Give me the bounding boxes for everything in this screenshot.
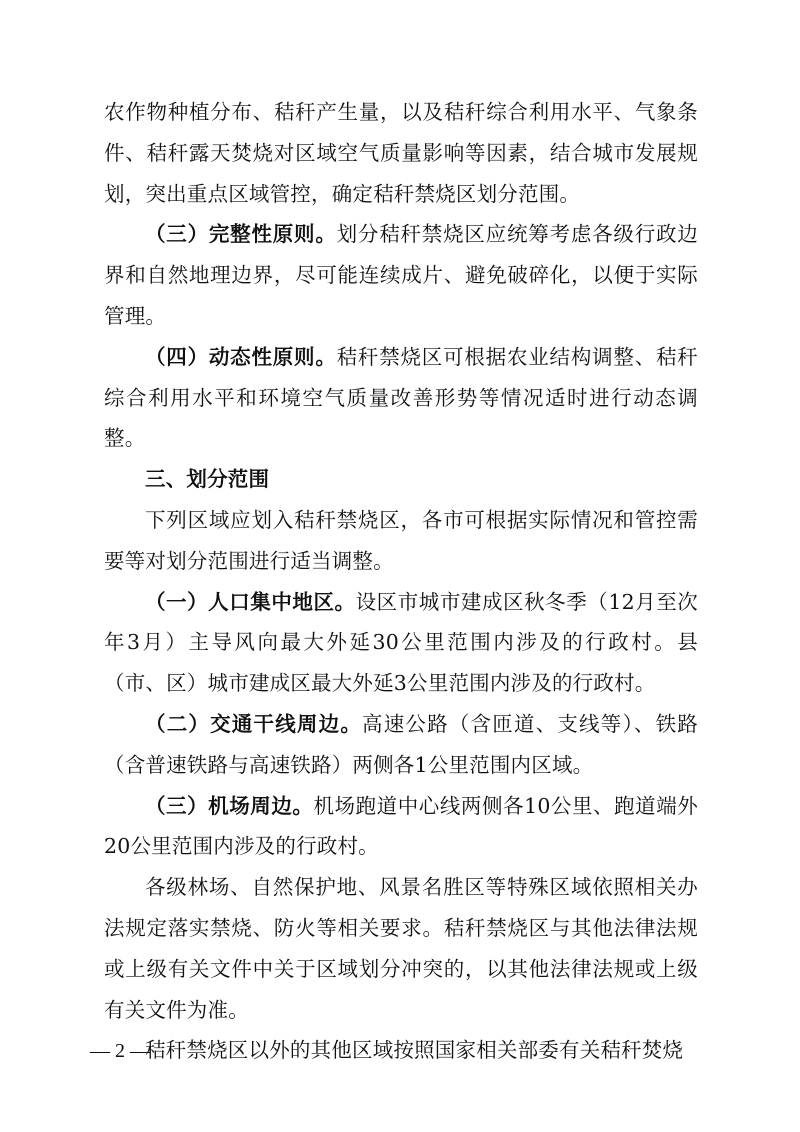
- principle-paragraph: [104, 786, 698, 868]
- item-lead: （三）完整性原则。: [145, 222, 337, 247]
- page-number: — 2 —: [90, 1040, 150, 1062]
- item-text: 秸秆禁烧区可根据农业结构调整、秸秆综合利用水平和环境空气质量改善形势等情况适时进行动态调整。: [104, 344, 698, 451]
- document-body: [104, 92, 698, 1071]
- item-lead: （一）人口集中地区。: [145, 589, 356, 614]
- principle-paragraph: [104, 337, 698, 459]
- item-text: 机场跑道中心线两侧各10公里、跑道端外20公里范围内涉及的行政村。: [104, 793, 698, 859]
- body-paragraph: 农作物种植分布、秸秆产生量，以及秸秆综合利用水平、气象条件、秸秆露天焚烧对区域空气质量影响等因素，结合城市发展规划，突出重点区域管控，确定秸秆禁烧区划分范围。: [104, 100, 698, 206]
- item-lead: （三）机场周边。: [145, 793, 314, 818]
- item-lead: （二）交通干线周边。: [145, 711, 363, 736]
- body-paragraph: 下列区域应划入秸秆禁烧区，各市可根据实际情况和管控需要等对划分范围进行适当调整。: [104, 507, 698, 573]
- principle-paragraph: [104, 214, 698, 336]
- principle-paragraph: [104, 582, 698, 704]
- section-heading: 三、划分范围: [145, 467, 270, 492]
- body-paragraph: 各级林场、自然保护地、风景名胜区等特殊区域依照相关办法规定落实禁烧、防火等相关要求。秸秆禁烧区与其他法律法规或上级有关文件中关于区域划分冲突的，以其他法律法规或上级有关文件为准。: [104, 875, 698, 1022]
- item-lead: （四）动态性原则。: [145, 344, 337, 369]
- body-paragraph: 秸秆禁烧区以外的其他区域按照国家相关部委有关秸秆焚烧: [145, 1038, 684, 1063]
- item-text: 划分秸秆禁烧区应统筹考虑各级行政边界和自然地理边界，尽可能连续成片、避免破碎化，以便于实际管理。: [104, 222, 698, 328]
- item-text: 高速公路（含匝道、支线等）、铁路（含普速铁路与高速铁路）两侧各1公里范围内区域。: [104, 711, 699, 777]
- item-text: 设区市城市建成区秋冬季（12月至次年3月）主导风向最大外延30公里范围内涉及的行政村。县（市、区）城市建成区最大外延3公里范围内涉及的行政村。: [104, 589, 698, 696]
- principle-paragraph: [104, 704, 698, 786]
